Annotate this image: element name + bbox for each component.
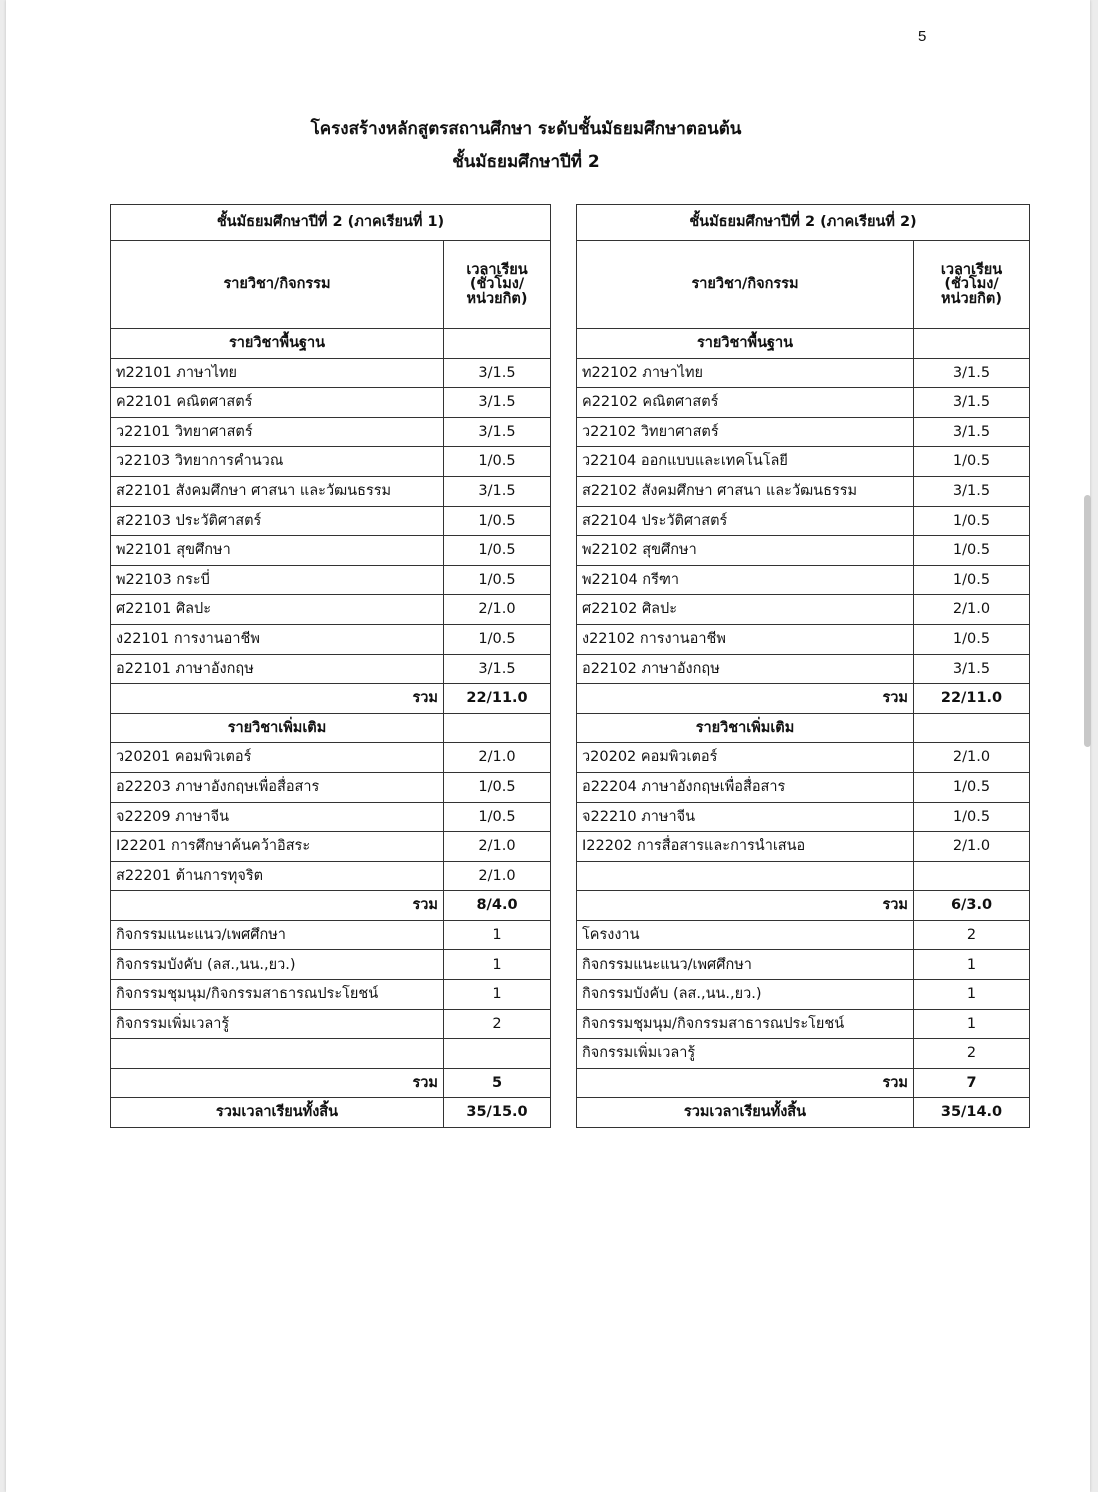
table-row xyxy=(577,565,1030,595)
subject-hours: 1/0.5 xyxy=(914,565,1030,595)
hours-column-header xyxy=(914,241,1030,329)
subject-hours: 1/0.5 xyxy=(444,447,551,477)
document-title: โครงสร้างหลักสูตรสถานศึกษา ระดับชั้นมัธยมศึกษาตอนต้น xyxy=(310,119,742,139)
basic-total-value: 22/11.0 xyxy=(914,684,1030,714)
subject-hours: 2/1.0 xyxy=(444,832,551,862)
hours-column-header xyxy=(444,241,551,329)
table-row xyxy=(577,388,1030,418)
table-row xyxy=(111,476,551,506)
hours-header-line: หน่วยกิต) xyxy=(941,290,1002,307)
table-row xyxy=(577,417,1030,447)
table-row xyxy=(111,950,551,980)
table-row xyxy=(111,743,551,773)
table-row xyxy=(111,920,551,950)
additional-total-value: 6/3.0 xyxy=(914,891,1030,921)
subject-column-header: รายวิชา/กิจกรรม xyxy=(577,241,914,329)
subject-name: จ22209 ภาษาจีน xyxy=(111,802,444,832)
subject-hours: 1 xyxy=(914,980,1030,1010)
document-page xyxy=(6,0,1090,1492)
table-row xyxy=(577,624,1030,654)
subject-hours: 2 xyxy=(444,1009,551,1039)
activities-total-value: 7 xyxy=(914,1068,1030,1098)
table-row xyxy=(111,1039,551,1069)
subject-hours: 3/1.5 xyxy=(444,417,551,447)
subject-name: ส22104 ประวัติศาสตร์ xyxy=(577,506,914,536)
subject-name: กิจกรรมแนะแนว/เพศศึกษา xyxy=(577,950,914,980)
table-row xyxy=(111,832,551,862)
subject-name: ว22104 ออกแบบและเทคโนโลยี xyxy=(577,447,914,477)
subject-hours: 1 xyxy=(914,1009,1030,1039)
subject-hours: 1/0.5 xyxy=(444,506,551,536)
grand-total-label: รวมเวลาเรียนทั้งสิ้น xyxy=(111,1098,444,1128)
semester1-table xyxy=(110,204,551,1128)
total-row xyxy=(111,684,551,714)
subject-name: I22201 การศึกษาค้นคว้าอิสระ xyxy=(111,832,444,862)
total-row xyxy=(577,684,1030,714)
semester-heading: ชั้นมัธยมศึกษาปีที่ 2 (ภาคเรียนที่ 1) xyxy=(111,205,551,241)
subject-hours: 2/1.0 xyxy=(444,861,551,891)
subject-name xyxy=(577,861,914,891)
table-row xyxy=(111,802,551,832)
table-row xyxy=(111,417,551,447)
subject-name: กิจกรรมแนะแนว/เพศศึกษา xyxy=(111,920,444,950)
subject-hours: 2/1.0 xyxy=(444,595,551,625)
subject-hours: 1/0.5 xyxy=(444,772,551,802)
section-empty-cell xyxy=(914,713,1030,743)
table-row xyxy=(577,536,1030,566)
grand-total-row xyxy=(111,1098,551,1128)
section-empty-cell xyxy=(914,329,1030,359)
table-heading-row xyxy=(111,205,551,241)
subject-hours: 2/1.0 xyxy=(914,832,1030,862)
subject-name xyxy=(111,1039,444,1069)
subject-name: ส22103 ประวัติศาสตร์ xyxy=(111,506,444,536)
subject-name: ส22201 ต้านการทุจริต xyxy=(111,861,444,891)
table-row xyxy=(111,1009,551,1039)
total-label: รวม xyxy=(577,891,914,921)
subject-name: ส22101 สังคมศึกษา ศาสนา และวัฒนธรรม xyxy=(111,476,444,506)
hours-header-line: หน่วยกิต) xyxy=(466,290,528,307)
subject-hours: 3/1.5 xyxy=(914,476,1030,506)
table-row xyxy=(577,920,1030,950)
table-row xyxy=(577,1009,1030,1039)
hours-header-line: เวลาเรียน xyxy=(466,261,528,278)
table-row xyxy=(577,772,1030,802)
subject-hours: 1/0.5 xyxy=(914,536,1030,566)
activities-total-value: 5 xyxy=(444,1068,551,1098)
subject-name: ท22102 ภาษาไทย xyxy=(577,358,914,388)
subject-name: พ22102 สุขศึกษา xyxy=(577,536,914,566)
subject-name: กิจกรรมเพิ่มเวลารู้ xyxy=(577,1039,914,1069)
subject-name: อ22204 ภาษาอังกฤษเพื่อสื่อสาร xyxy=(577,772,914,802)
subject-name: กิจกรรมบังคับ (ลส.,นน.,ยว.) xyxy=(111,950,444,980)
subject-hours: 1/0.5 xyxy=(444,536,551,566)
table-row xyxy=(111,536,551,566)
additional-total-value: 8/4.0 xyxy=(444,891,551,921)
subject-name: ง22102 การงานอาชีพ xyxy=(577,624,914,654)
table-row xyxy=(577,1039,1030,1069)
subject-hours: 3/1.5 xyxy=(444,388,551,418)
total-row xyxy=(577,1068,1030,1098)
semester2-table xyxy=(576,204,1030,1128)
table-row xyxy=(111,980,551,1010)
subject-hours: 3/1.5 xyxy=(444,654,551,684)
section-empty-cell xyxy=(444,713,551,743)
subject-hours: 1 xyxy=(444,920,551,950)
total-label: รวม xyxy=(577,684,914,714)
subject-hours: 1/0.5 xyxy=(444,802,551,832)
table-row xyxy=(111,358,551,388)
subject-name: อ22203 ภาษาอังกฤษเพื่อสื่อสาร xyxy=(111,772,444,802)
subject-name: ว20201 คอมพิวเตอร์ xyxy=(111,743,444,773)
subject-name: กิจกรรมชุมนุม/กิจกรรมสาธารณประโยชน์ xyxy=(111,980,444,1010)
table-row xyxy=(577,447,1030,477)
section-empty-cell xyxy=(444,329,551,359)
table-row xyxy=(111,624,551,654)
subject-hours: 1/0.5 xyxy=(444,565,551,595)
subject-hours: 3/1.5 xyxy=(914,358,1030,388)
subject-hours: 1/0.5 xyxy=(914,506,1030,536)
subject-name: อ22102 ภาษาอังกฤษ xyxy=(577,654,914,684)
total-row xyxy=(111,891,551,921)
vertical-scrollbar[interactable] xyxy=(1084,495,1091,747)
subject-hours: 2 xyxy=(914,1039,1030,1069)
grand-total-value: 35/14.0 xyxy=(914,1098,1030,1128)
subject-hours: 3/1.5 xyxy=(444,476,551,506)
subject-hours: 2/1.0 xyxy=(914,595,1030,625)
total-label: รวม xyxy=(111,1068,444,1098)
table-row xyxy=(577,654,1030,684)
table-row xyxy=(577,743,1030,773)
subject-name: ว22102 วิทยาศาสตร์ xyxy=(577,417,914,447)
column-header-row xyxy=(111,241,551,329)
section-label-basic: รายวิชาพื้นฐาน xyxy=(111,329,444,359)
table-row xyxy=(577,506,1030,536)
subject-hours: 1 xyxy=(444,950,551,980)
table-row xyxy=(111,772,551,802)
subject-name: พ22101 สุขศึกษา xyxy=(111,536,444,566)
subject-name: ส22102 สังคมศึกษา ศาสนา และวัฒนธรรม xyxy=(577,476,914,506)
subject-name: ง22101 การงานอาชีพ xyxy=(111,624,444,654)
table-row xyxy=(577,358,1030,388)
table-row xyxy=(111,388,551,418)
subject-name: ว22101 วิทยาศาสตร์ xyxy=(111,417,444,447)
document-subtitle: ชั้นมัธยมศึกษาปีที่ 2 xyxy=(452,152,600,172)
subject-name: ท22101 ภาษาไทย xyxy=(111,358,444,388)
table-row xyxy=(577,832,1030,862)
table-row xyxy=(111,506,551,536)
column-header-row xyxy=(577,241,1030,329)
subject-hours: 2 xyxy=(914,920,1030,950)
page-number: 5 xyxy=(918,28,927,45)
total-label: รวม xyxy=(111,684,444,714)
subject-name: กิจกรรมบังคับ (ลส.,นน.,ยว.) xyxy=(577,980,914,1010)
table-row xyxy=(111,595,551,625)
subject-hours: 1/0.5 xyxy=(914,802,1030,832)
subject-name: ว22103 วิทยาการคำนวณ xyxy=(111,447,444,477)
subject-hours: 3/1.5 xyxy=(914,654,1030,684)
subject-hours: 1 xyxy=(444,980,551,1010)
subject-name: จ22210 ภาษาจีน xyxy=(577,802,914,832)
subject-name: พ22104 กรีฑา xyxy=(577,565,914,595)
section-row xyxy=(111,713,551,743)
section-row xyxy=(577,329,1030,359)
grand-total-row xyxy=(577,1098,1030,1128)
subject-hours: 1/0.5 xyxy=(914,447,1030,477)
subject-name: ศ22102 ศิลปะ xyxy=(577,595,914,625)
semester-heading: ชั้นมัธยมศึกษาปีที่ 2 (ภาคเรียนที่ 2) xyxy=(577,205,1030,241)
subject-name: กิจกรรมเพิ่มเวลารู้ xyxy=(111,1009,444,1039)
table-heading-row xyxy=(577,205,1030,241)
subject-name: โครงงาน xyxy=(577,920,914,950)
total-row xyxy=(577,891,1030,921)
basic-total-value: 22/11.0 xyxy=(444,684,551,714)
subject-name: ว20202 คอมพิวเตอร์ xyxy=(577,743,914,773)
subject-name: I22202 การสื่อสารและการนำเสนอ xyxy=(577,832,914,862)
subject-hours: 1/0.5 xyxy=(914,772,1030,802)
subject-hours: 3/1.5 xyxy=(444,358,551,388)
subject-name: ศ22101 ศิลปะ xyxy=(111,595,444,625)
total-label: รวม xyxy=(577,1068,914,1098)
subject-hours xyxy=(444,1039,551,1069)
subject-name: พ22103 กระบี่ xyxy=(111,565,444,595)
subject-name: กิจกรรมชุมนุม/กิจกรรมสาธารณประโยชน์ xyxy=(577,1009,914,1039)
subject-name: อ22101 ภาษาอังกฤษ xyxy=(111,654,444,684)
section-row xyxy=(111,329,551,359)
hours-header-line: (ชั่วโมง/ xyxy=(944,276,999,293)
section-label-basic: รายวิชาพื้นฐาน xyxy=(577,329,914,359)
subject-name: ค22102 คณิตศาสตร์ xyxy=(577,388,914,418)
section-label-additional: รายวิชาเพิ่มเติม xyxy=(577,713,914,743)
section-label-additional: รายวิชาเพิ่มเติม xyxy=(111,713,444,743)
subject-column-header: รายวิชา/กิจกรรม xyxy=(111,241,444,329)
subject-hours: 1/0.5 xyxy=(444,624,551,654)
subject-hours: 3/1.5 xyxy=(914,417,1030,447)
grand-total-label: รวมเวลาเรียนทั้งสิ้น xyxy=(577,1098,914,1128)
table-row xyxy=(111,654,551,684)
table-row xyxy=(577,861,1030,891)
table-row xyxy=(577,980,1030,1010)
subject-name: ค22101 คณิตศาสตร์ xyxy=(111,388,444,418)
table-row xyxy=(111,447,551,477)
subject-hours: 2/1.0 xyxy=(914,743,1030,773)
subject-hours xyxy=(914,861,1030,891)
table-row xyxy=(111,861,551,891)
table-row xyxy=(111,565,551,595)
total-label: รวม xyxy=(111,891,444,921)
total-row xyxy=(111,1068,551,1098)
hours-header-line: (ชั่วโมง/ xyxy=(469,276,525,293)
table-row xyxy=(577,950,1030,980)
hours-header-line: เวลาเรียน xyxy=(940,261,1003,278)
subject-hours: 3/1.5 xyxy=(914,388,1030,418)
table-row xyxy=(577,802,1030,832)
subject-hours: 1 xyxy=(914,950,1030,980)
subject-hours: 2/1.0 xyxy=(444,743,551,773)
table-row xyxy=(577,476,1030,506)
subject-hours: 1/0.5 xyxy=(914,624,1030,654)
grand-total-value: 35/15.0 xyxy=(444,1098,551,1128)
table-row xyxy=(577,595,1030,625)
section-row xyxy=(577,713,1030,743)
